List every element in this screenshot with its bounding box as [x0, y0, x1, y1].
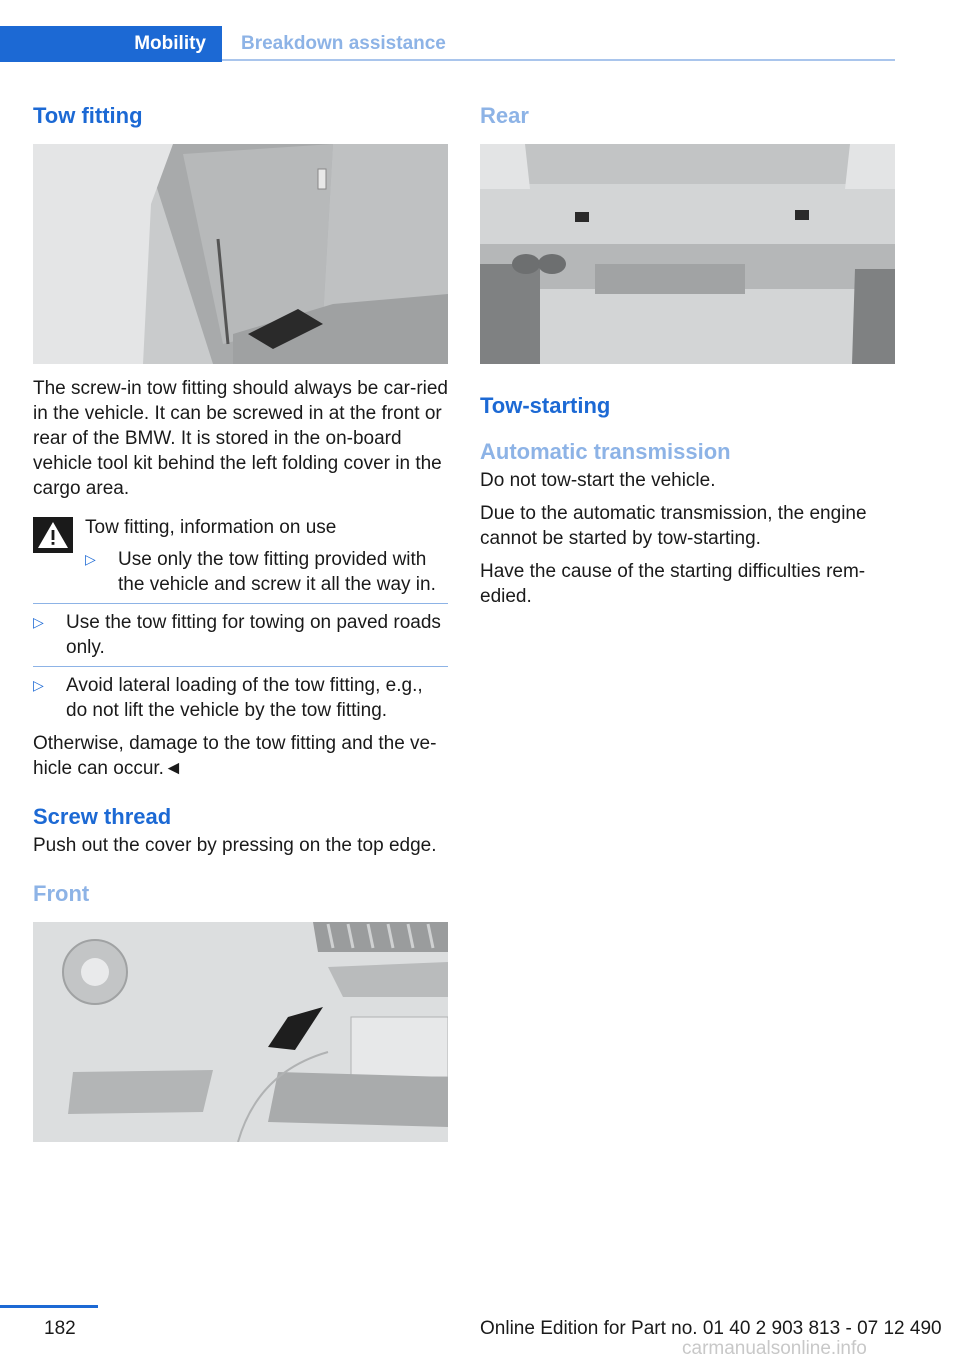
list-separator: [33, 666, 448, 667]
edition-text: Online Edition for Part no. 01 40 2 903 813 - 07 12 490: [480, 1318, 942, 1339]
page-number: 182: [44, 1318, 76, 1339]
cargo-area-illustration: [33, 144, 448, 364]
automatic-transmission-heading: Automatic transmission: [480, 439, 731, 464]
footer-divider: [0, 1305, 98, 1308]
rear-bumper-illustration: [480, 144, 895, 364]
bullet-triangle-icon: ▷: [33, 614, 44, 630]
left-column: [33, 100, 448, 1142]
tow-fitting-heading: Tow fitting: [33, 103, 143, 128]
list-item: ▷ Avoid lateral loading of the tow fitting, e.g., do not lift the vehicle by the tow fitting.: [33, 675, 423, 721]
bullet-triangle-icon: ▷: [33, 677, 44, 693]
warning-title: Tow fitting, information on use: [85, 517, 337, 538]
header-divider: [222, 59, 895, 61]
list-separator: [33, 603, 448, 604]
section-tab: Mobility: [0, 26, 222, 62]
front-heading: Front: [33, 881, 90, 906]
right-column: [480, 100, 895, 609]
tow-starting-heading: Tow-starting: [480, 393, 611, 418]
screw-thread-paragraph: Push out the cover by pressing on the top edge.: [33, 835, 437, 856]
front-bumper-illustration: [33, 922, 448, 1142]
list-item: ▷ Use the tow fitting for towing on paved roads only.: [33, 612, 441, 658]
screw-thread-heading: Screw thread: [33, 804, 172, 829]
auto-trans-paragraph-1: Do not tow-start the vehicle.: [480, 470, 716, 491]
watermark: carmanualsonline.info: [682, 1338, 867, 1359]
breadcrumb: Breakdown assistance: [241, 33, 446, 54]
page-header: [0, 26, 895, 62]
warning-box: [33, 515, 448, 597]
bullet-triangle-icon: ▷: [85, 551, 96, 567]
list-item: ▷ Use only the tow fitting provided with the vehicle and screw it all the way in.: [85, 549, 436, 595]
warning-end-paragraph: Otherwise, damage to the tow fitting and the ve-hicle can occur.◄: [33, 733, 437, 779]
auto-trans-paragraph-3: Have the cause of the starting difficulties rem-edied.: [480, 561, 866, 607]
tow-fitting-paragraph: The screw-in tow fitting should always be car-ried in the vehicle. It can be screwed in at the front or rear of the BMW. It is stored in the on-board vehicle tool kit behind the left folding cover in the cargo area.: [33, 378, 449, 499]
rear-heading: Rear: [480, 103, 529, 128]
auto-trans-paragraph-2: Due to the automatic transmission, the engine cannot be started by tow-starting.: [480, 503, 867, 549]
warning-icon: [33, 517, 73, 553]
